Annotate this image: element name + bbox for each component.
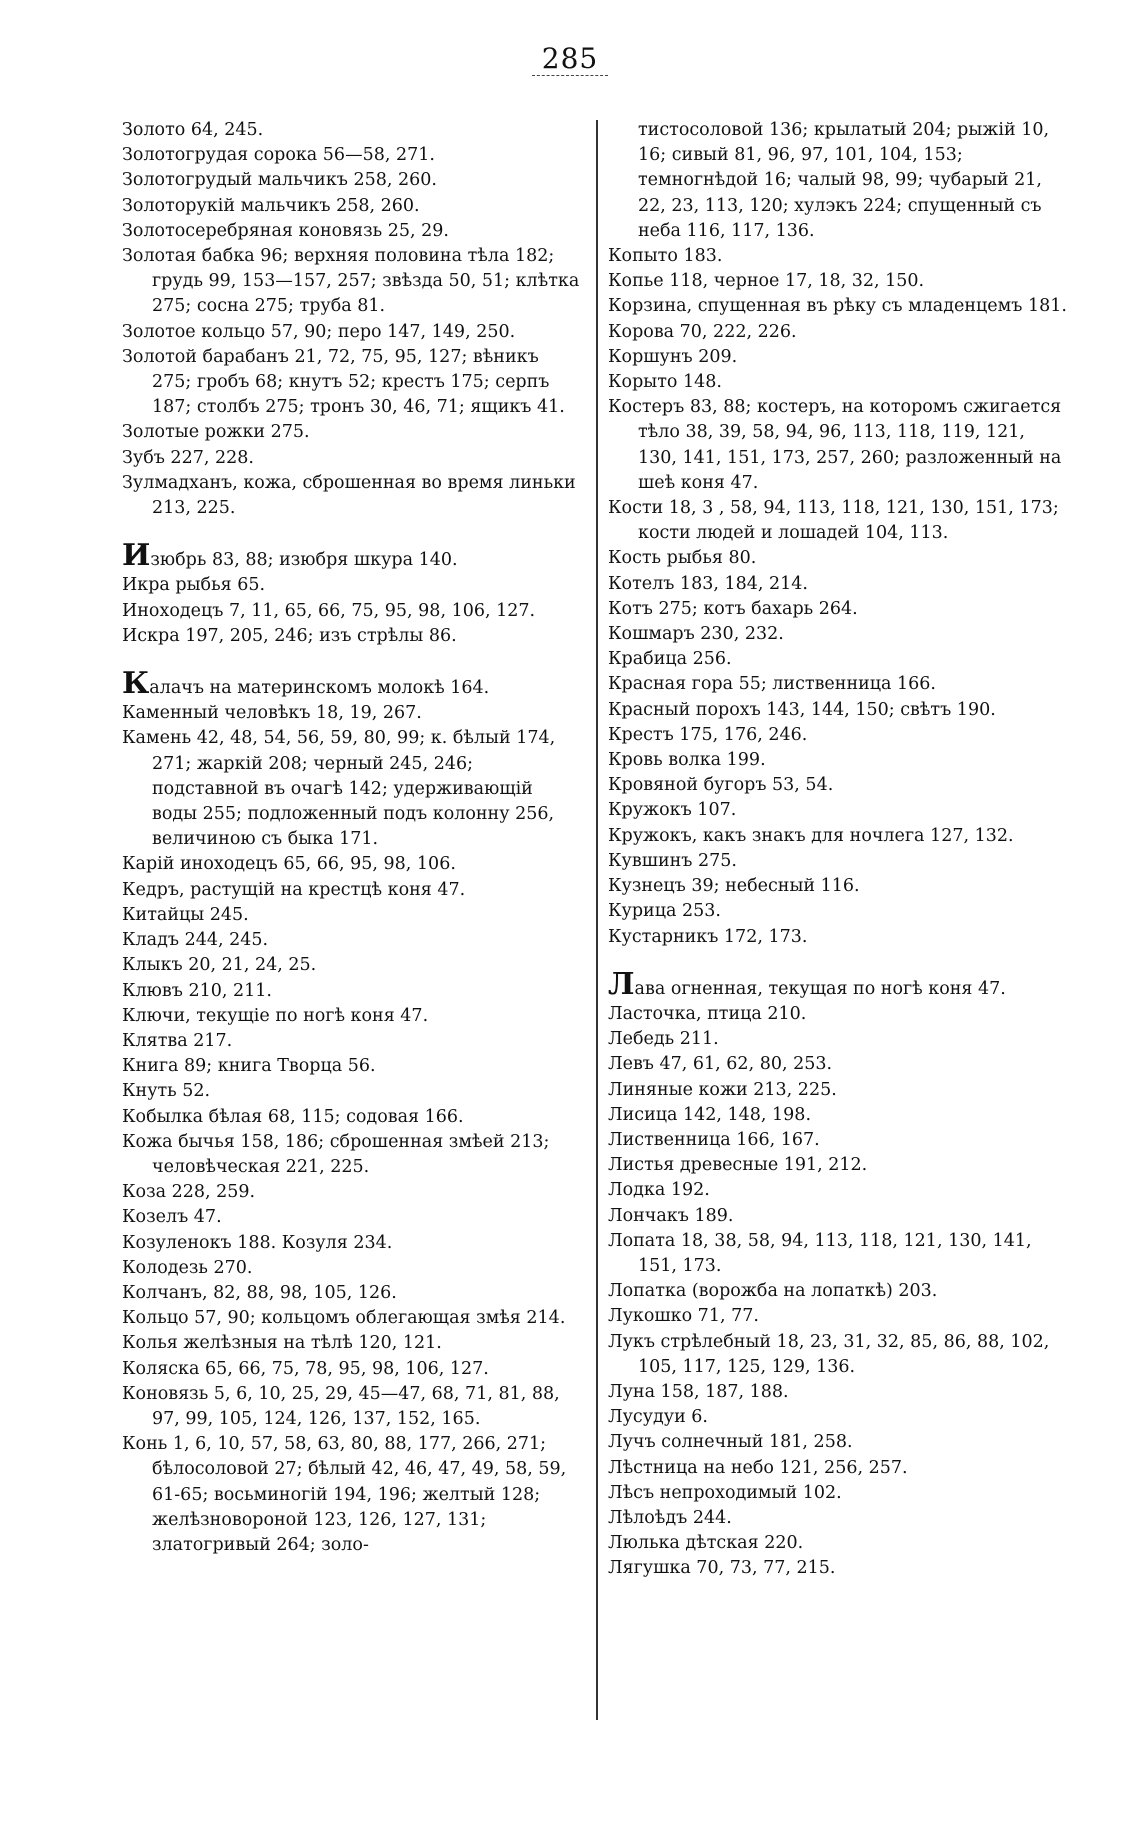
index-entry bbox=[122, 1231, 582, 1256]
index-entry bbox=[122, 1306, 582, 1331]
entry-text: Кость рыбья 80. bbox=[608, 548, 757, 569]
index-entry bbox=[608, 546, 1068, 571]
index-entry bbox=[608, 1002, 1068, 1027]
entry-text: Кровь волка 199. bbox=[608, 750, 766, 771]
index-entry bbox=[122, 701, 582, 726]
index-entry bbox=[608, 1304, 1068, 1329]
entry-text: Золото 64, 245. bbox=[122, 120, 264, 140]
entry-text: Золоторукій мальчикъ 258, 260. bbox=[122, 195, 420, 216]
entry-text: Лѣстница на небо 121, 256, 257. bbox=[608, 1457, 908, 1478]
index-entry bbox=[122, 573, 582, 598]
index-entry bbox=[608, 1204, 1068, 1229]
entry-text: Копье 118, черное 17, 18, 32, 150. bbox=[608, 271, 925, 292]
entry-text: Кровяной бугоръ 53, 54. bbox=[608, 775, 834, 796]
entry-text: Котъ 275; котъ бахарь 264. bbox=[608, 598, 858, 619]
index-entry bbox=[122, 194, 582, 219]
entry-text: Карій иноходецъ 65, 66, 95, 98, 106. bbox=[122, 854, 456, 875]
index-entry bbox=[608, 798, 1068, 823]
entry-text: Лодка 192. bbox=[608, 1180, 710, 1201]
index-entry bbox=[122, 420, 582, 445]
entry-text: Корыто 148. bbox=[608, 372, 722, 393]
entry-text: Коновязь 5, 6, 10, 25, 29, 45—47, 68, 71, 81, 88, 97, 99, 105, 124, 126, 137, 152, 165. bbox=[122, 1383, 560, 1429]
entry-text: Лѣсъ непроходимый 102. bbox=[608, 1482, 842, 1503]
index-entry bbox=[122, 903, 582, 928]
entry-text: Золотые рожки 275. bbox=[122, 422, 310, 443]
index-entry bbox=[608, 1531, 1068, 1556]
entry-text: Конь 1, 6, 10, 57, 58, 63, 80, 88, 177, 266, 271; бѣлосоловой 27; бѣлый 42, 46, 47, 49, 58, 59, 61-65; восьминогій 194, 196; желтый 128; желѣзновороной 123, 126, 127, 131; златогривый 264; золо- bbox=[122, 1434, 567, 1555]
entry-text: Крестъ 175, 176, 246. bbox=[608, 724, 808, 745]
index-entry bbox=[122, 726, 582, 852]
entry-text: Копыто 183. bbox=[608, 246, 723, 267]
index-entry-continuation bbox=[608, 118, 1068, 244]
entry-text: Кобылка бѣлая 68, 115; содовая 166. bbox=[122, 1106, 464, 1127]
section-gap bbox=[122, 649, 582, 674]
index-entry bbox=[608, 647, 1068, 672]
entry-text: Крабица 256. bbox=[608, 649, 732, 670]
index-entry bbox=[122, 1382, 582, 1432]
entry-text: Зубъ 227, 228. bbox=[122, 447, 254, 468]
section-initial-letter: Л bbox=[608, 966, 635, 1002]
section-gap bbox=[608, 950, 1068, 975]
index-entry bbox=[608, 824, 1068, 849]
index-entry bbox=[608, 622, 1068, 647]
entry-text: Иноходецъ 7, 11, 65, 66, 75, 95, 98, 106, 127. bbox=[122, 600, 536, 621]
entry-text: Клятва 217. bbox=[122, 1030, 233, 1051]
index-entry bbox=[608, 244, 1068, 269]
entry-text: Лѣлоѣдъ 244. bbox=[608, 1507, 732, 1528]
index-entry bbox=[608, 672, 1068, 697]
entry-text: Золотогрудый мальчикъ 258, 260. bbox=[122, 170, 437, 191]
section-initial-letter: К bbox=[122, 666, 150, 702]
entry-text: Золотой барабанъ 21, 72, 75, 95, 127; вѣникъ 275; гробъ 68; кнутъ 52; крестъ 175; серпъ 187; столбъ 275; тронъ 30, 46, 71; ящикъ 41. bbox=[122, 346, 565, 418]
index-entry bbox=[608, 1405, 1068, 1430]
index-entry bbox=[608, 1430, 1068, 1455]
right-column bbox=[608, 118, 1068, 1582]
index-entry bbox=[608, 1481, 1068, 1506]
index-entry bbox=[122, 852, 582, 877]
entry-text: Кружокъ, какъ знакъ для ночлега 127, 132. bbox=[608, 825, 1014, 846]
index-entry bbox=[608, 370, 1068, 395]
entry-text: Коляска 65, 66, 75, 78, 95, 98, 106, 127. bbox=[122, 1358, 489, 1379]
index-entry bbox=[608, 1556, 1068, 1581]
entry-text: Лучъ солнечный 181, 258. bbox=[608, 1432, 853, 1453]
index-entry bbox=[608, 1128, 1068, 1153]
index-entry bbox=[608, 1279, 1068, 1304]
entry-text: алачъ на материнскомъ молокѣ 164. bbox=[149, 678, 490, 699]
entry-text: Лусудуи 6. bbox=[608, 1407, 708, 1428]
entry-text: Красный порохъ 143, 144, 150; свѣтъ 190. bbox=[608, 699, 996, 720]
index-entry bbox=[122, 979, 582, 1004]
index-entry bbox=[608, 773, 1068, 798]
index-entry bbox=[122, 168, 582, 193]
index-entry bbox=[122, 244, 582, 320]
entry-text: Корзина, спущенная въ рѣку съ младенцемъ 181. bbox=[608, 296, 1067, 317]
entry-text: Зулмадханъ, кожа, сброшенная во время линьки 213, 225. bbox=[122, 472, 576, 519]
entry-text: Золотогрудая сорока 56—58, 271. bbox=[122, 145, 435, 166]
entry-text: Кошмаръ 230, 232. bbox=[608, 624, 784, 645]
index-entry bbox=[122, 878, 582, 903]
entry-text: Золотое кольцо 57, 90; перо 147, 149, 250. bbox=[122, 321, 516, 342]
index-entry bbox=[122, 219, 582, 244]
entry-text: Лопатка (ворожба на лопаткѣ) 203. bbox=[608, 1281, 938, 1302]
index-entry bbox=[122, 1331, 582, 1356]
entry-text: тистосоловой 136; крылатый 204; рыжій 10, 16; сивый 81, 96, 97, 101, 104, 153; темногнѣдой 16; чалый 98, 99; чубарый 21, 22, 23, 113, 120; хулэкъ 224; спущенный съ неба 116, 117, 136. bbox=[638, 120, 1050, 241]
entry-text: ава огненная, текущая по ногѣ коня 47. bbox=[634, 978, 1006, 999]
entry-text: Люлька дѣтская 220. bbox=[608, 1533, 804, 1554]
index-entry bbox=[608, 1078, 1068, 1103]
entry-text: Колчанъ, 82, 88, 98, 105, 126. bbox=[122, 1282, 397, 1303]
index-entry bbox=[608, 395, 1068, 496]
index-entry bbox=[608, 925, 1068, 950]
entry-text: Листья древесные 191, 212. bbox=[608, 1155, 868, 1176]
index-entry bbox=[608, 572, 1068, 597]
index-entry bbox=[608, 1380, 1068, 1405]
index-entry bbox=[608, 849, 1068, 874]
index-entry bbox=[608, 874, 1068, 899]
entry-text: Лопата 18, 38, 58, 94, 113, 118, 121, 130, 141, 151, 173. bbox=[608, 1230, 1032, 1276]
entry-text: Кузнецъ 39; небесный 116. bbox=[608, 876, 860, 897]
entry-text: Каменный человѣкъ 18, 19, 267. bbox=[122, 703, 422, 724]
section-gap bbox=[122, 521, 582, 546]
entry-text: Коза 228, 259. bbox=[122, 1182, 256, 1203]
index-entry bbox=[608, 1456, 1068, 1481]
index-entry bbox=[608, 597, 1068, 622]
entry-text: Китайцы 245. bbox=[122, 904, 249, 925]
entry-text: Корова 70, 222, 226. bbox=[608, 321, 797, 342]
index-entry bbox=[608, 1330, 1068, 1380]
index-entry bbox=[608, 748, 1068, 773]
index-entry bbox=[608, 1229, 1068, 1279]
entry-text: Книга 89; книга Творца 56. bbox=[122, 1056, 376, 1077]
entry-text: Лукъ стрѣлебный 18, 23, 31, 32, 85, 86, 88, 102, 105, 117, 125, 129, 136. bbox=[608, 1331, 1050, 1377]
section-initial-letter: И bbox=[122, 538, 151, 574]
entry-text: Икра рыбья 65. bbox=[122, 575, 266, 596]
index-entry bbox=[608, 966, 1068, 1002]
index-entry bbox=[608, 1153, 1068, 1178]
index-entry bbox=[608, 345, 1068, 370]
index-entry bbox=[122, 1079, 582, 1104]
entry-text: Искра 197, 205, 246; изъ стрѣлы 86. bbox=[122, 625, 457, 646]
index-entry bbox=[608, 1027, 1068, 1052]
entry-text: Колодезь 270. bbox=[122, 1257, 253, 1278]
index-entry bbox=[122, 928, 582, 953]
index-entry bbox=[122, 1105, 582, 1130]
entry-text: Лисица 142, 148, 198. bbox=[608, 1104, 812, 1125]
index-entry bbox=[608, 320, 1068, 345]
entry-text: Ласточка, птица 210. bbox=[608, 1003, 807, 1024]
index-entry bbox=[122, 1054, 582, 1079]
entry-text: Лиственница 166, 167. bbox=[608, 1129, 820, 1150]
entry-text: Клыкъ 20, 21, 24, 25. bbox=[122, 955, 317, 976]
index-entry bbox=[608, 1178, 1068, 1203]
index-entry bbox=[122, 1205, 582, 1230]
entry-text: Камень 42, 48, 54, 56, 59, 80, 99; к. бѣлый 174, 271; жаркій 208; черный 245, 246; подставной въ очагѣ 142; удерживающій воды 255; подложенный подъ колонну 256, величиною съ быка 171. bbox=[122, 728, 556, 850]
entry-text: Коршунъ 209. bbox=[608, 346, 738, 367]
entry-text: Кнуть 52. bbox=[122, 1081, 211, 1102]
index-entry bbox=[122, 624, 582, 649]
index-entry bbox=[122, 1281, 582, 1306]
entry-text: Лончакъ 189. bbox=[608, 1205, 734, 1226]
index-entry bbox=[122, 345, 582, 421]
entry-text: Золотая бабка 96; верхняя половина тѣла 182; грудь 99, 153—157, 257; звѣзда 50, 51; клѣтка 275; сосна 275; труба 81. bbox=[122, 246, 580, 317]
index-entry bbox=[608, 899, 1068, 924]
entry-text: Кедръ, растущій на крестцѣ коня 47. bbox=[122, 879, 466, 900]
entry-text: Ключи, текущіе по ногѣ коня 47. bbox=[122, 1005, 429, 1026]
index-entry bbox=[608, 294, 1068, 319]
entry-text: Кувшинъ 275. bbox=[608, 850, 737, 871]
index-entry bbox=[122, 1130, 582, 1180]
index-entry bbox=[608, 496, 1068, 546]
index-entry bbox=[608, 1506, 1068, 1531]
entry-text: Костеръ 83, 88; костеръ, на которомъ сжигается тѣло 38, 39, 58, 94, 96, 113, 118, 119, 121, 130, 141, 151, 173, 257, 260; разложенный на шеѣ коня 47. bbox=[608, 397, 1062, 493]
index-entry bbox=[122, 1357, 582, 1382]
index-entry bbox=[122, 118, 582, 143]
entry-text: Колья желѣзныя на тѣлѣ 120, 121. bbox=[122, 1333, 442, 1354]
index-entry bbox=[122, 599, 582, 624]
index-entry bbox=[122, 1004, 582, 1029]
index-entry bbox=[122, 953, 582, 978]
entry-text: Клювъ 210, 211. bbox=[122, 980, 272, 1001]
entry-text: Кустарникъ 172, 173. bbox=[608, 926, 808, 947]
entry-text: Кольцо 57, 90; кольцомъ облегающая змѣя 214. bbox=[122, 1308, 566, 1329]
index-entry bbox=[608, 698, 1068, 723]
entry-text: Курица 253. bbox=[608, 901, 721, 922]
entry-text: Лебедь 211. bbox=[608, 1029, 719, 1050]
index-entry bbox=[122, 471, 582, 521]
index-entry bbox=[608, 1103, 1068, 1128]
entry-text: Кружокъ 107. bbox=[608, 800, 737, 821]
entry-text: Козуленокъ 188. Козуля 234. bbox=[122, 1232, 393, 1253]
entry-text: Кожа бычья 158, 186; сброшенная змѣей 213; человѣческая 221, 225. bbox=[122, 1131, 550, 1177]
index-entry bbox=[608, 269, 1068, 294]
index-entry bbox=[122, 538, 582, 574]
entry-text: Левъ 47, 61, 62, 80, 253. bbox=[608, 1054, 833, 1075]
entry-text: Линяные кожи 213, 225. bbox=[608, 1079, 837, 1100]
index-entry bbox=[122, 446, 582, 471]
entry-text: Кости 18, 3 , 58, 94, 113, 118, 121, 130, 151, 173; кости людей и лошадей 104, 113. bbox=[608, 498, 1059, 544]
left-column bbox=[122, 118, 582, 1558]
entry-text: Лягушка 70, 73, 77, 215. bbox=[608, 1558, 836, 1579]
entry-text: Красная гора 55; лиственница 166. bbox=[608, 674, 936, 695]
index-entry bbox=[122, 1180, 582, 1205]
index-entry bbox=[122, 143, 582, 168]
index-entry bbox=[122, 320, 582, 345]
page-number: 285 bbox=[0, 42, 1140, 75]
index-entry bbox=[608, 1052, 1068, 1077]
index-entry bbox=[122, 1432, 582, 1558]
index-entry bbox=[608, 723, 1068, 748]
entry-text: Лукошко 71, 77. bbox=[608, 1306, 759, 1327]
entry-text: Золотосеребряная коновязь 25, 29. bbox=[122, 220, 449, 241]
entry-text: Кладъ 244, 245. bbox=[122, 930, 269, 951]
entry-text: Котелъ 183, 184, 214. bbox=[608, 573, 808, 594]
entry-text: Луна 158, 187, 188. bbox=[608, 1381, 789, 1402]
index-entry bbox=[122, 666, 582, 702]
entry-text: зюбрь 83, 88; изюбря шкура 140. bbox=[150, 550, 458, 571]
index-entry bbox=[122, 1029, 582, 1054]
index-entry bbox=[122, 1256, 582, 1281]
column-divider bbox=[596, 120, 598, 1720]
entry-text: Козелъ 47. bbox=[122, 1207, 222, 1228]
